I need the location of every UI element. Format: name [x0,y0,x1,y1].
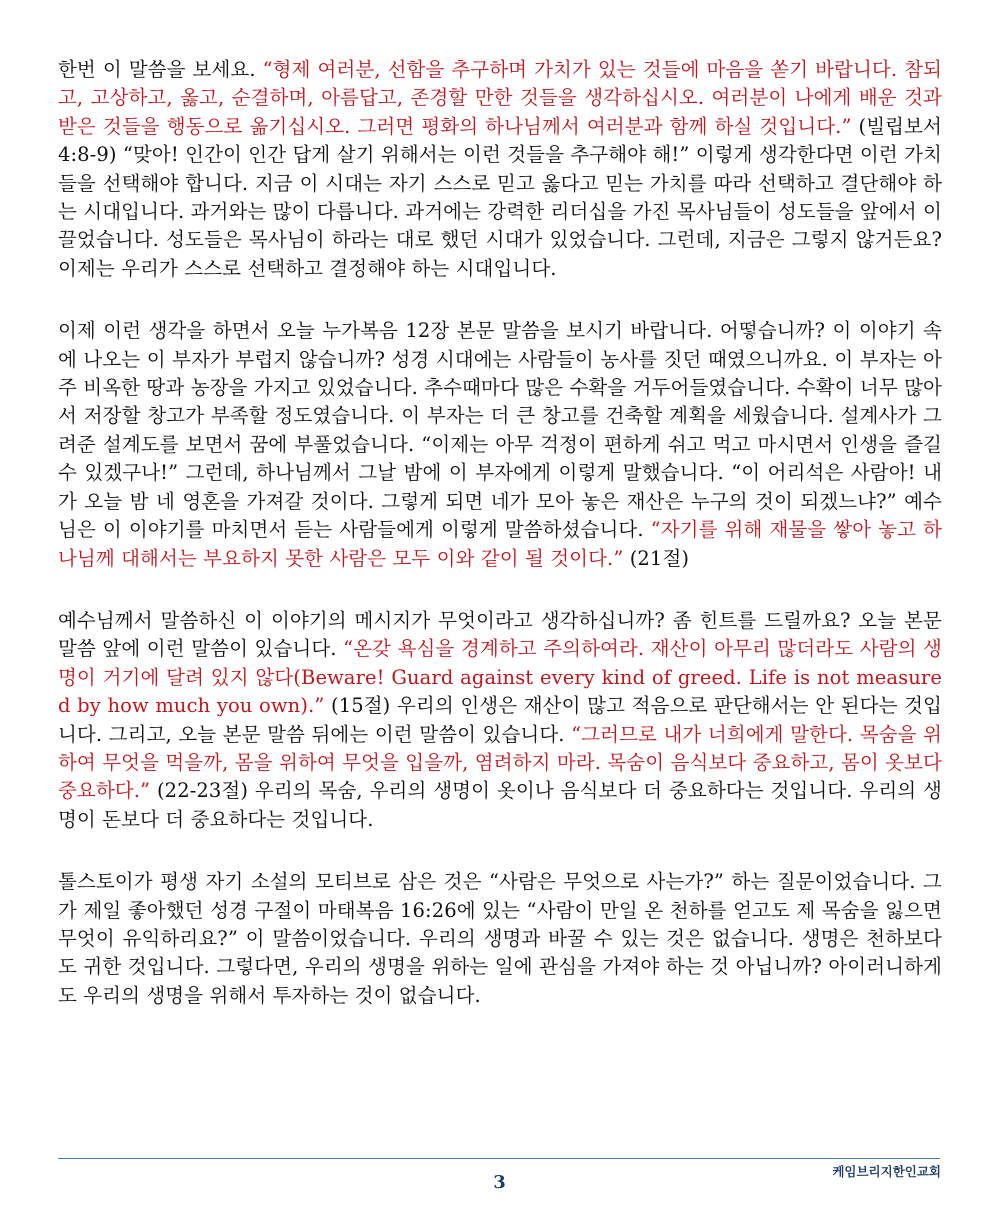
church-name: 케임브리지한인교회 [832,1164,941,1179]
footer-divider [58,1158,940,1159]
paragraph-2 [58,317,942,573]
scripture-quote: “온갖 욕심을 경계하고 주의하여라. 재산이 아무리 많더라도 사람의 생명이 거기에 달려 있지 않다(Beware! Guard against every kind of greed. Life is not measured by how much you own).” [58,637,942,718]
scripture-quote: “형제 여러분, 선함을 추구하며 가치가 있는 것들에 마음을 쏟기 바랍니다. 참되고, 고상하고, 옳고, 순결하며, 아름답고, 존경할 만한 것들을 생각하십시오. 여러분이 나에게 배운 것과 받은 것들을 행동으로 옮기십시오. 그러면 평화의 하나님께서 여러분과 함께 하실 것입니다.” [58,58,942,138]
text-segment: (15절) 우리의 인생은 재산이 많고 적음으로 판단해서는 안 된다는 것입니다. 그리고, 오늘 본문 말씀 뒤에는 이런 말씀이 있습니다. [58,694,942,746]
paragraph-1 [58,56,942,283]
paragraph-3 [58,607,942,834]
text-segment: 이제 이런 생각을 하면서 오늘 누가복음 12장 본문 말씀을 보시기 바랍니다. 어떻습니까? 이 이야기 속에 나오는 이 부자가 부럽지 않습니까? 성경 시대에는 사람들이 농사를 짓던 때였으니까요. 이 부자는 아주 비옥한 땅과 농장을 가지고 있었습니다. 추수때마다 많은 수확을 거두어들였습니다. 수확이 너무 많아서 저장할 창고가 부족할 정도였습니다. 이 부자는 더 큰 창고를 건축할 계획을 세웠습니다. 설계사가 그려준 설계도를 보면서 꿈에 부풀었습니다. “이제는 아무 걱정이 편하게 쉬고 먹고 마시면서 인생을 즐길 수 있겠구나!” 그런데, 하나님께서 그날 밤에 이 부자에게 이렇게 말했습니다. “이 어리석은 사람아! 내가 오늘 밤 네 영혼을 가져갈 것이다. 그렇게 되면 네가 모아 놓은 재산은 누구의 것이 되겠느냐?” 예수님은 이 이야기를 마치면서 듣는 사람들에게 이렇게 말씀하셨습니다. [58,319,942,542]
text-segment: (21절) [623,546,690,570]
page-body [58,56,942,1044]
scripture-quote: “자기를 위해 재물을 쌓아 놓고 하나님께 대해서는 부요하지 못한 사람은 모두 이와 같이 될 것이다.” [58,518,942,570]
page-number: 3 [493,1172,506,1193]
text-segment: 예수님께서 말씀하신 이 이야기의 메시지가 무엇이라고 생각하십니까? 좀 힌트를 드릴까요? 오늘 본문 말씀 앞에 이런 말씀이 있습니다. [58,608,942,661]
text-segment: (빌립보서 4:8-9) “맞아! 인간이 인간 답게 살기 위해서는 이런 것들을 추구해야 해!” 이렇게 생각한다면 이런 가치들을 선택해야 합니다. 지금 이 시대는 자기 스스로 믿고 옳다고 믿는 가치를 따라 선택하고 결단해야 하는 시대입니다. 과거와는 많이 다릅니다. 과거에는 강력한 리더십을 가진 목사님들이 성도들을 앞에서 이끌었습니다. 성도들은 목사님이 하라는 대로 했던 시대가 있었습니다. 그런데, 지금은 그렇지 않거든요? 이제는 우리가 스스로 선택하고 결정해야 하는 시대입니다. [58,114,942,280]
text-segment: 톨스토이가 평생 자기 소설의 모티브로 삼은 것은 “사람은 무엇으로 사는가?” 하는 질문이었습니다. 그가 제일 좋아했던 성경 구절이 마태복음 16:26에 있는 “사람이 만일 온 천하를 얻고도 제 목숨을 잃으면 무엇이 유익하리요?” 이 말씀이었습니다. 우리의 생명과 바꿀 수 있는 것은 없습니다. 생명은 천하보다도 귀한 것입니다. 그렇다면, 우리의 생명을 위하는 일에 관심을 가져야 하는 것 아닙니까? 아이러니하게도 우리의 생명을 위해서 투자하는 것이 없습니다. [58,870,942,1007]
text-segment: 한번 이 말씀을 보세요. [58,58,263,81]
scripture-quote: “그러므로 내가 너희에게 말한다. 목숨을 위하여 무엇을 먹을까, 몸을 위하여 무엇을 입을까, 염려하지 마라. 목숨이 음식보다 중요하고, 몸이 옷보다 중요하다.” [58,722,942,803]
text-segment: (22-23절) 우리의 목숨, 우리의 생명이 옷이나 음식보다 더 중요하다는 것입니다. 우리의 생명이 돈보다 더 중요하다는 것입니다. [58,779,942,831]
paragraph-4 [58,868,942,1010]
